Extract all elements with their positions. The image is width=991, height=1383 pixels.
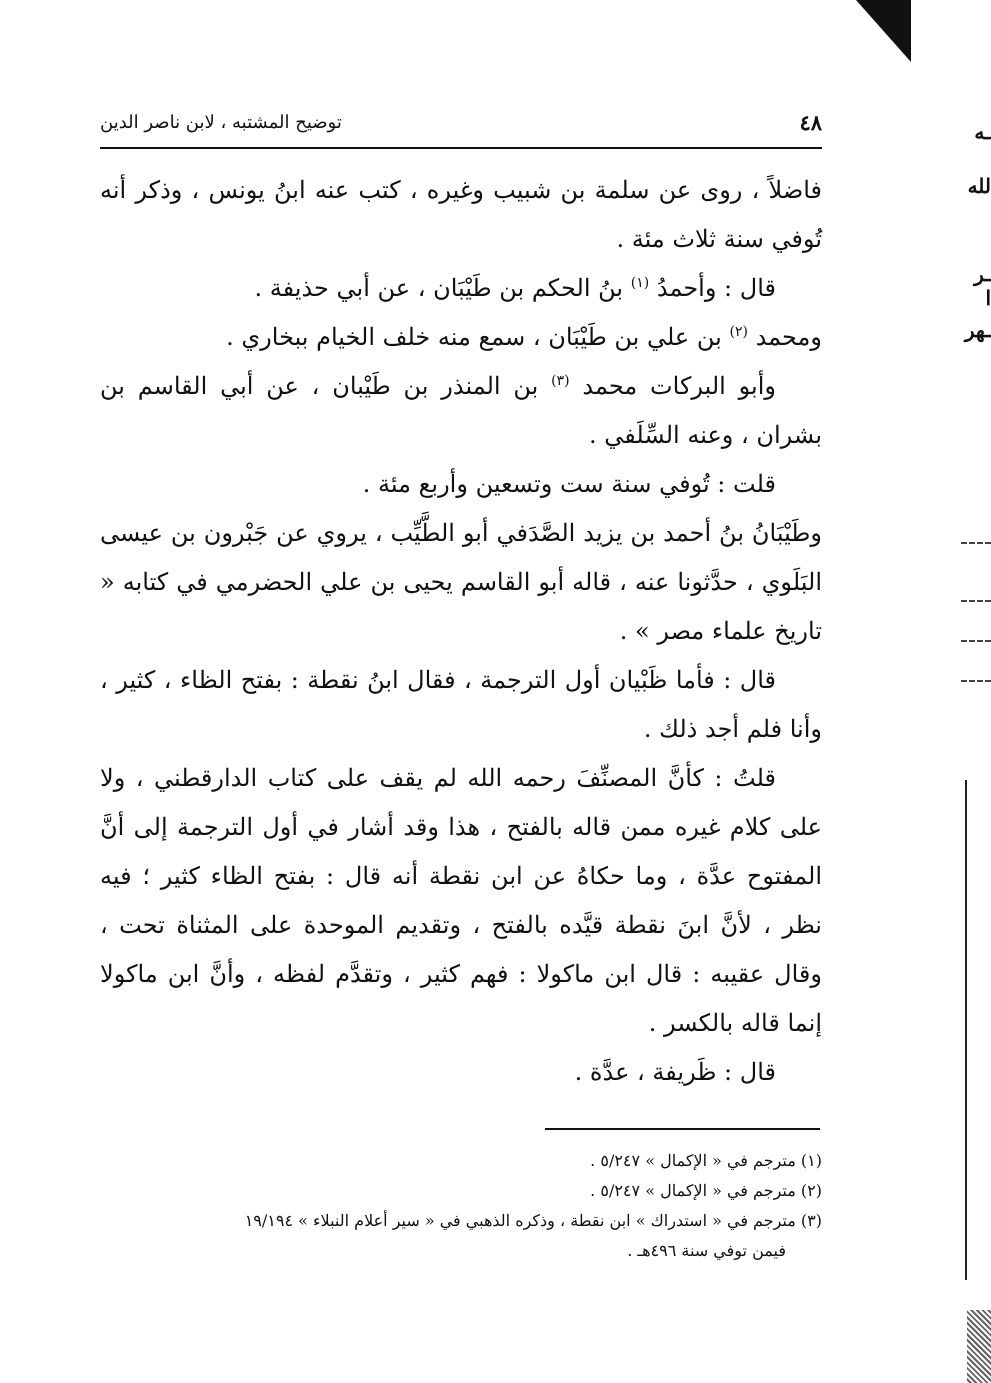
edge-line <box>965 780 967 1280</box>
paragraph: قال : فأما ظَبْيان أول الترجمة ، فقال ابنُ نقطة : بفتح الظاء ، كثير ، وأنا فلم أجد ذلك . <box>100 666 822 743</box>
footnote-text: مترجم في « استدراك » ابن نقطة ، وذكره الذهبي في « سير أعلام النبلاء » ١٩/١٩٤ <box>244 1211 796 1230</box>
footnote-continuation: فيمن توفي سنة ٤٩٦هـ . <box>627 1241 786 1260</box>
paragraph-text: قال : وأحمدُ <box>656 274 776 302</box>
page-number: ٤٨ <box>799 109 822 135</box>
footnote-ref: (٢) <box>729 324 748 340</box>
paragraph-text: ومحمد <box>755 323 822 351</box>
footnote <box>100 1206 822 1236</box>
footnote-text: مترجم في « الإكمال » ٥/٢٤٧ . <box>590 1181 796 1200</box>
paragraph-text: وأبو البركات محمد <box>582 372 776 400</box>
footnote-ref: (١) <box>630 275 650 291</box>
paragraph-text: بن المنذر بن طَيْبان ، عن أبي القاسم بن بشران ، وعنه السِّلَفي . <box>100 372 822 449</box>
edge-dash <box>961 680 991 682</box>
footnote-number: (٣) <box>800 1211 822 1230</box>
footnote-number: (٢) <box>800 1181 822 1200</box>
page-header <box>100 104 822 140</box>
footnote-number: (١) <box>800 1151 822 1170</box>
running-title: توضيح المشتبه ، لابن ناصر الدين <box>100 111 342 133</box>
paragraph <box>100 362 822 460</box>
edge-dash <box>961 600 991 602</box>
paragraph: قلتُ : كأنَّ المصنِّفَ رحمه الله لم يقف على كتاب الدارقطني ، ولا على كلام غيره ممن قاله بالفتح ، هذا وقد أشار في أول الترجمة إلى أنَّ المفتوح عدَّة ، وما حكاهُ عن ابن نقطة أنه قال : بفتح الظاء كثير ؛ فيه نظر ، لأنَّ ابنَ نقطة قيَّده بالفتح ، وتقديم الموحدة على المثناة تحت ، وقال عقيبه : قال ابن ماكولا : فهم كثير ، وتقدَّم لفظه ، وأنَّ ابن ماكولا إنما قاله بالكسر . <box>100 764 822 1037</box>
bleed-fragment: لله <box>967 174 991 198</box>
paragraph: قلت : تُوفي سنة ست وتسعين وأربع مئة . <box>362 470 776 498</box>
bleed-fragment: ـه <box>974 120 991 144</box>
header-rule <box>100 147 822 149</box>
footnote-ref: (٣) <box>551 373 570 389</box>
paragraph <box>100 313 822 362</box>
page-corner-mark <box>856 0 911 62</box>
footnote <box>100 1146 822 1176</box>
paragraph: وطَيْبَانُ بنُ أحمد بن يزيد الصَّدَفي أبو الطَّيِّب ، يروي عن جَبْرون بن عيسى البَلَوي ، حدَّثونا عنه ، قاله أبو القاسم يحيى بن علي الحضرمي في كتابه « تاريخ علماء مصر » . <box>100 519 822 645</box>
adjacent-page-edge <box>955 80 991 1383</box>
paragraph-text: بنُ الحكم بن طَيْبَان ، عن أبي حذيفة . <box>254 274 624 302</box>
bleed-fragment: ـر <box>974 262 991 286</box>
bleed-fragment: ـهر <box>964 318 991 342</box>
bleed-fragment: ا <box>985 286 991 310</box>
paragraph <box>100 264 822 313</box>
edge-dash <box>961 542 991 544</box>
footnote <box>100 1176 822 1206</box>
main-text <box>100 166 822 1097</box>
footnotes <box>100 1146 822 1266</box>
edge-scan-noise <box>967 1310 991 1383</box>
footnote-text: مترجم في « الإكمال » ٥/٢٤٧ . <box>590 1151 796 1170</box>
paragraph: فاضلاً ، روى عن سلمة بن شبيب وغيره ، كتب عنه ابنُ يونس ، وذكر أنه تُوفي سنة ثلاث مئة . <box>100 176 822 253</box>
paragraph-text: بن علي بن طَيْبَان ، سمع منه خلف الخيام ببخاري . <box>226 323 722 351</box>
footnote-rule <box>545 1128 820 1130</box>
paragraph: قال : ظَريفة ، عدَّة . <box>574 1058 776 1086</box>
edge-dash <box>961 640 991 642</box>
